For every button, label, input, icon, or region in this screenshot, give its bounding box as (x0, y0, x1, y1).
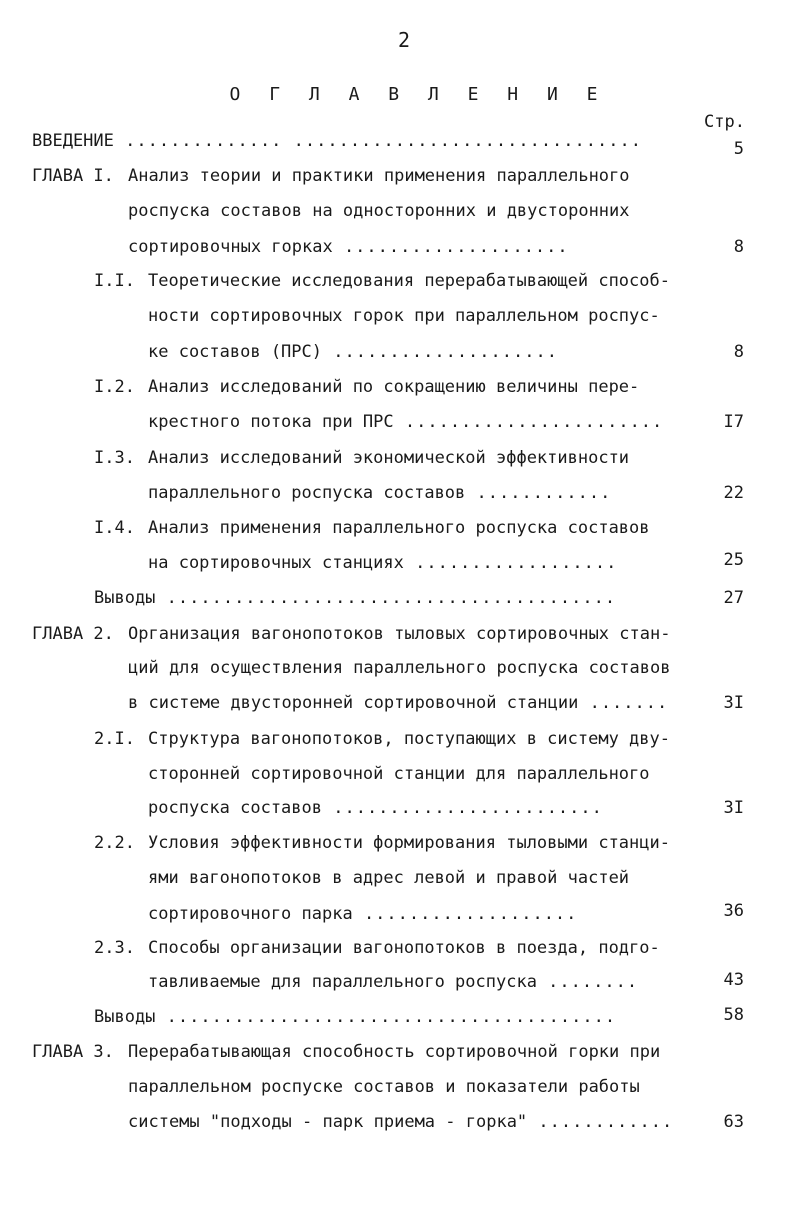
toc-page: 3I (723, 693, 744, 713)
toc-text: Способы организации вагонопотоков в поезда, подго- (148, 938, 660, 958)
leader-dots: .................... (332, 237, 569, 257)
leader-dots: .................. (403, 553, 618, 573)
toc-page: 22 (723, 483, 744, 503)
toc-section-label: 2.3. (94, 938, 135, 958)
toc-text: ями вагонопотоков в адрес левой и правой частей (148, 868, 630, 888)
toc-text: Анализ теории и практики применения параллельного (128, 166, 630, 186)
toc-text: роспуска составов на односторонних и двусторонних (128, 201, 630, 221)
toc-page: 36 (723, 901, 744, 921)
toc-label: Выводы (94, 588, 156, 608)
toc-label: Выводы (94, 1007, 156, 1027)
toc-page: 3I (723, 798, 744, 818)
toc-text: системы "подходы - парк приема - горка" (128, 1112, 528, 1132)
toc-section-label: I.3. (94, 448, 135, 468)
toc-text: крестного потока при ПРС (148, 412, 394, 432)
toc-page: 25 (723, 550, 744, 570)
toc-text: сортировочных горках (128, 237, 333, 257)
leader-dots: ........................ (322, 798, 603, 818)
leader-dots: ............ (465, 483, 612, 503)
leader-dots: ................... (352, 904, 578, 924)
toc-label: ВВЕДЕНИЕ (32, 131, 114, 151)
toc-text: Теоретические исследования перерабатывающей способ- (148, 271, 670, 291)
toc-text: параллельного роспуска составов (148, 483, 466, 503)
toc-text: Организация вагонопотоков тыловых сортировочных стан- (128, 624, 671, 644)
toc-text: Условия эффективности формирования тыловыми станци- (148, 833, 670, 853)
toc-chapter-label: ГЛАВА I. (32, 166, 114, 186)
toc-section-label: I.4. (94, 518, 135, 538)
toc-text: роспуска составов (148, 798, 322, 818)
toc-section-label: I.2. (94, 377, 135, 397)
toc-text: ности сортировочных горок при параллельном роспус- (148, 306, 660, 326)
toc-text: параллельном роспуске составов и показатели работы (128, 1077, 640, 1097)
leader-dots: ....................... (393, 412, 664, 432)
toc-section-label: 2.I. (94, 729, 135, 749)
toc-text: ке составов (ПРС) (148, 342, 322, 362)
toc-text: сортировочного парка (148, 904, 353, 924)
leader-dots: ....... (578, 693, 669, 713)
leader-dots: ........ (536, 972, 639, 992)
leader-dots: ........................................ (155, 1007, 617, 1027)
toc-text: сторонней сортировочной станции для параллельного (148, 764, 650, 784)
toc-chapter-label: ГЛАВА 2. (32, 624, 114, 644)
leader-dots: .............. ............................... (113, 131, 642, 151)
leader-dots: ........................................ (155, 588, 617, 608)
toc-page: I7 (723, 412, 744, 432)
page-number: 2 (398, 28, 411, 52)
toc-page: 8 (733, 237, 744, 257)
toc-text: тавливаемые для параллельного роспуска (148, 972, 537, 992)
toc-text: ций для осуществления параллельного роспуска составов (128, 658, 671, 678)
toc-text: Анализ исследований экономической эффективности (148, 448, 630, 468)
toc-chapter-label: ГЛАВА 3. (32, 1042, 114, 1062)
toc-page: 43 (723, 970, 744, 990)
page-column-header: Стр. (704, 112, 745, 132)
toc-entry-intro (32, 130, 642, 152)
toc-text: на сортировочных станциях (148, 553, 404, 573)
toc-title: О Г Л А В Л Е Н И Е (229, 84, 607, 105)
toc-text: в системе двусторонней сортировочной станции (128, 693, 579, 713)
leader-dots: .................... (322, 342, 558, 362)
toc-section-label: 2.2. (94, 833, 135, 853)
toc-page: 27 (723, 588, 744, 608)
toc-page: 58 (723, 1005, 744, 1025)
leader-dots: ............ (527, 1112, 674, 1132)
toc-page: 63 (723, 1112, 744, 1132)
toc-text: Структура вагонопотоков, поступающих в систему дву- (148, 729, 670, 749)
toc-text: Перерабатывающая способность сортировочной горки при (128, 1042, 661, 1062)
toc-page: 8 (733, 342, 744, 362)
toc-section-label: I.I. (94, 271, 135, 291)
toc-text: Анализ исследований по сокращению величины пере- (148, 377, 640, 397)
toc-page: 5 (733, 139, 744, 159)
toc-text: Анализ применения параллельного роспуска составов (148, 518, 650, 538)
